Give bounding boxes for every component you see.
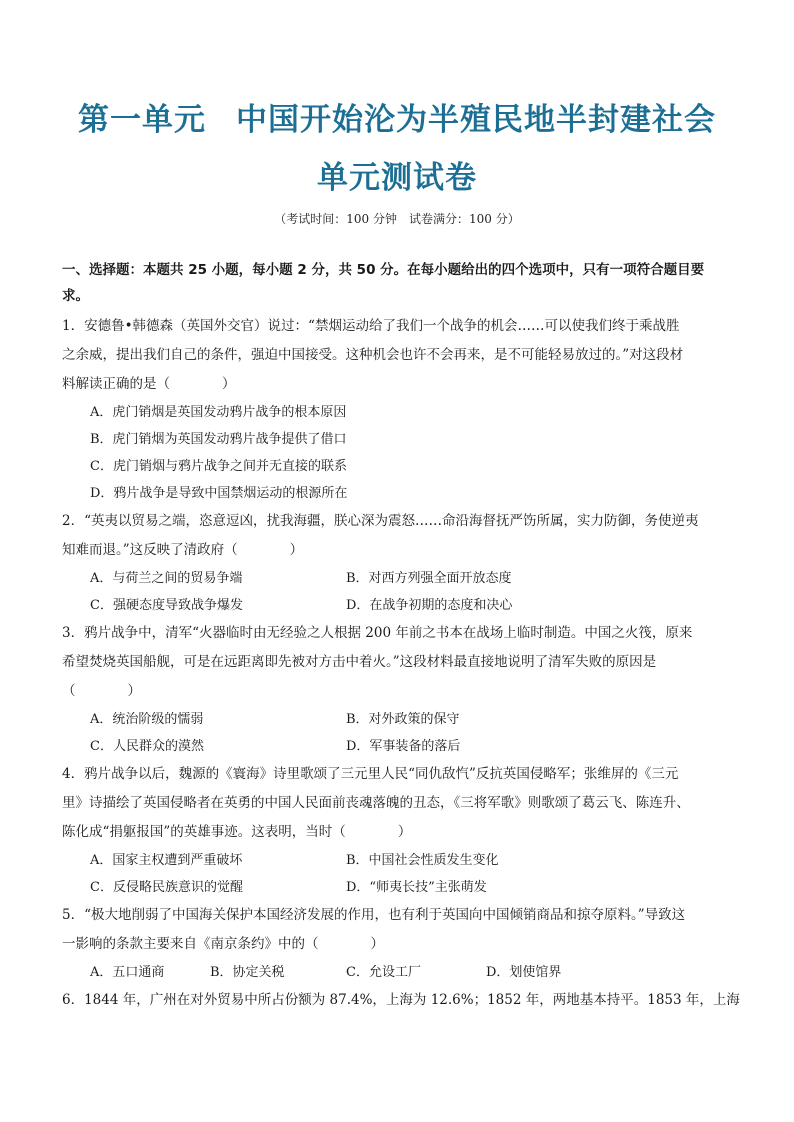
question-5-stem-end: 一影响的条款主要来自《南京条约》中的（ (62, 936, 319, 952)
section-heading-cont: 求。 (62, 288, 89, 304)
question-3-option-a: A．统治阶级的懦弱 (90, 712, 204, 727)
question-2-option-a: A．与荷兰之间的贸易争端 (90, 571, 243, 586)
question-2-option-c: C．强硬态度导致战争爆发 (90, 598, 243, 613)
question-5-line-1: 5．“极大地削弱了中国海关保护本国经济发展的作用，也有利于英国向中国倾销商品和掠夺原料。”导致这 (62, 907, 686, 923)
question-3-option-b: B．对外政策的保守 (346, 712, 460, 727)
question-3-line-1: 3．鸦片战争中，清军“火器临时由无经验之人根据 200 年前之书本在战场上临时制造。中国之火筏，原来 (62, 625, 693, 641)
question-5-line-2 (62, 935, 384, 953)
answer-blank-close: ） (289, 542, 304, 558)
question-4-option-b: B．中国社会性质发生变化 (346, 853, 499, 868)
question-4-option-d: D．“师夷长技”主张萌发 (346, 880, 487, 895)
page-subtitle: 单元测试卷 (317, 160, 477, 196)
answer-blank-close: ） (397, 824, 412, 840)
title-topic: 中国开始沦为半殖民地半封建社会 (236, 102, 716, 138)
question-4-line-1: 4．鸦片战争以后，魏源的《寰海》诗里歌颂了三元里人民“同仇敌忾”反抗英国侵略军；张维屏的《三元 (62, 766, 679, 782)
section-heading: 一、选择题：本题共 25 小题，每小题 2 分，共 50 分。在每小题给出的四个选项中，只有一项符合题目要 (62, 262, 705, 278)
question-5-option-b: B．协定关税 (210, 965, 285, 980)
question-4-line-3 (62, 823, 411, 841)
answer-blank-close: ） (222, 376, 236, 392)
question-5-option-c: C．允设工厂 (346, 965, 421, 980)
question-4-stem-end: 陈化成“捐躯报国”的英雄事迹。这表明，当时（ (62, 824, 346, 840)
page-title (0, 94, 794, 139)
answer-blank-close: ） (370, 936, 384, 952)
question-2-line-2 (62, 541, 303, 559)
answer-blank-close: ） (127, 683, 141, 699)
question-1-option-a: A．虎门销烟是英国发动鸦片战争的根本原因 (90, 405, 347, 420)
question-1-option-c: C．虎门销烟与鸦片战争之间并无直接的联系 (90, 459, 347, 474)
question-1-stem-end: 料解读正确的是（ (62, 376, 170, 392)
question-4-line-2: 里》诗描绘了英国侵略者在英勇的中国人民面前丧魂落魄的丑态，《三将军歌》则歌颂了葛云飞、陈连升、 (62, 795, 690, 811)
question-1-line-3 (62, 375, 236, 393)
question-2-line-1: 2．“英夷以贸易之端，恣意逗凶，扰我海疆，朕心深为震怒……命沿海督抚严饬所属，实力防御，务使逆夷 (62, 513, 699, 529)
question-4-option-c: C．反侵略民族意识的觉醒 (90, 880, 243, 895)
question-2-stem-end: 知难而退。”这反映了清政府（ (62, 542, 238, 558)
question-1-option-d: D．鸦片战争是导致中国禁烟运动的根源所在 (90, 486, 348, 501)
question-2-option-d: D．在战争初期的态度和决心 (346, 598, 513, 613)
question-3-option-c: C．人民群众的漠然 (90, 739, 204, 754)
question-5-option-d: D．划使馆界 (486, 965, 562, 980)
question-3-line-3 (62, 682, 141, 700)
title-unit: 第一单元 (78, 102, 206, 138)
question-4-option-a: A．国家主权遭到严重破坏 (90, 853, 243, 868)
exam-info: （考试时间：100 分钟 试卷满分：100 分） (274, 212, 520, 226)
question-3-stem-end: （ (62, 683, 76, 699)
question-3-option-d: D．军事装备的落后 (346, 739, 461, 754)
question-5-option-a: A．五口通商 (90, 965, 165, 980)
question-2-option-b: B．对西方列强全面开放态度 (346, 571, 512, 586)
question-1-line-1: 1．安德鲁•韩德森（英国外交官）说过：“禁烟运动给了我们一个战争的机会……可以使我们终于乘战胜 (62, 318, 680, 334)
question-1-option-b: B．虎门销烟为英国发动鸦片战争提供了借口 (90, 432, 347, 447)
question-6-line-1: 6．1844 年，广州在对外贸易中所占份额为 87.4%，上海为 12.6%；1852 年，两地基本持平。1853 年，上海 (62, 992, 740, 1008)
question-1-line-2: 之余威，提出我们自己的条件，强迫中国接受。这种机会也许不会再来，是不可能轻易放过的。”对这段材 (62, 347, 684, 363)
question-3-line-2: 希望焚烧英国船舰，可是在远距离即先被对方击中着火。”这段材料最直接地说明了清军失败的原因是 (62, 654, 657, 670)
